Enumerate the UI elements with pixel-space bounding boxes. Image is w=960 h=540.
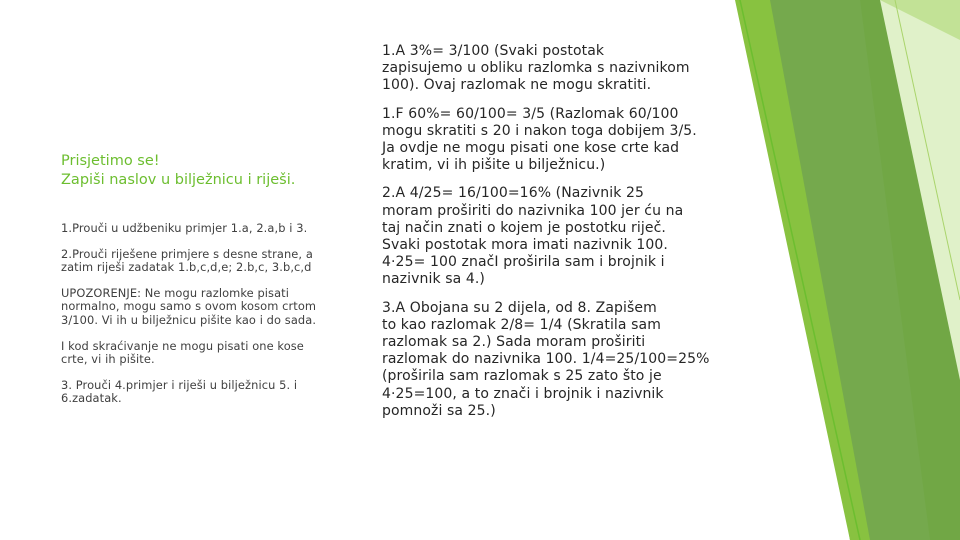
solution-line: Svaki postotak mora imati nazivnik 100. [382, 237, 668, 254]
instruction-item [61, 222, 361, 236]
slide-title [61, 152, 361, 190]
solution-line: kratim, vi ih pišite u bilježnicu.) [382, 157, 606, 174]
instruction-line: 6.zadatak. [61, 391, 122, 406]
slide-title-line: Prisjetimo se! [61, 153, 160, 169]
solution-line: zapisujemo u obliku razlomka s nazivnikom [382, 60, 690, 77]
solution-item [382, 106, 752, 175]
solution-line: nazivnik sa 4.) [382, 271, 485, 288]
slide-title-line: Zapiši naslov u bilježnicu i riješi. [61, 172, 296, 188]
solution-line: razlomak sa 2.) Sada moram proširiti [382, 334, 646, 351]
instruction-line: normalno, mogu samo s ovom kosom crtom [61, 299, 317, 314]
instruction-item [61, 340, 361, 367]
solution-line: pomnoži sa 25.) [382, 402, 496, 419]
instruction-line: 2.Prouči riješene primjere s desne strane, a [61, 246, 313, 261]
instruction-item [61, 248, 361, 275]
solution-line: 100). Ovaj razlomak ne mogu skratiti. [382, 77, 652, 94]
instruction-line: 1.Prouči u udžbeniku primjer 1.a, 2.a,b i 3. [61, 221, 308, 235]
instructions-list [61, 222, 361, 418]
solution-line: taj način znati o kojem je postotku riječ. [382, 219, 666, 236]
solution-line: 1.F 60%= 60/100= 3/5 (Razlomak 60/100 [382, 105, 679, 122]
instruction-line: 3. Prouči 4.primjer i riješi u bilježnicu 5. i [61, 377, 298, 392]
solution-line: Ja ovdje ne mogu pisati one kose crte kad [382, 140, 680, 157]
solution-line: to kao razlomak 2/8= 1/4 (Skratila sam [382, 316, 661, 333]
instruction-line: 3/100. Vi ih u bilježnicu pišite kao i do sada. [61, 312, 317, 327]
solution-line: 3.A Obojana su 2 dijela, od 8. Zapišem [382, 299, 657, 316]
solutions-list [382, 43, 752, 431]
solution-item [382, 43, 752, 95]
instruction-line: zatim riješi zadatak 1.b,c,d,e; 2.b,c, 3.b,c,d [61, 260, 312, 275]
warning-item [61, 287, 361, 328]
solution-line: 4·25= 100 značI proširila sam i brojnik i [382, 254, 665, 271]
solution-line: 4·25=100, a to znači i brojnik i nazivnik [382, 385, 664, 402]
instruction-line: crte, vi ih pišite. [61, 352, 155, 367]
solution-line: 2.A 4/25= 16/100=16% (Nazivnik 25 [382, 185, 645, 202]
solution-line: 1.A 3%= 3/100 (Svaki postotak [382, 43, 605, 59]
instruction-item [61, 379, 361, 406]
instruction-line: UPOZORENJE: Ne mogu razlomke pisati [61, 285, 290, 300]
solution-line: razlomak do nazivnika 100. 1/4=25/100=25% [382, 351, 710, 368]
solution-item [382, 300, 752, 420]
solution-line: (proširila sam razlomak s 25 zato što je [382, 368, 662, 385]
instruction-line: I kod skraćivanje ne mogu pisati one kose [61, 338, 304, 353]
solution-line: mogu skratiti s 20 i nakon toga dobijem 3/5. [382, 122, 697, 139]
solution-item [382, 185, 752, 288]
solution-line: moram proširiti do nazivnika 100 jer ću na [382, 202, 684, 219]
